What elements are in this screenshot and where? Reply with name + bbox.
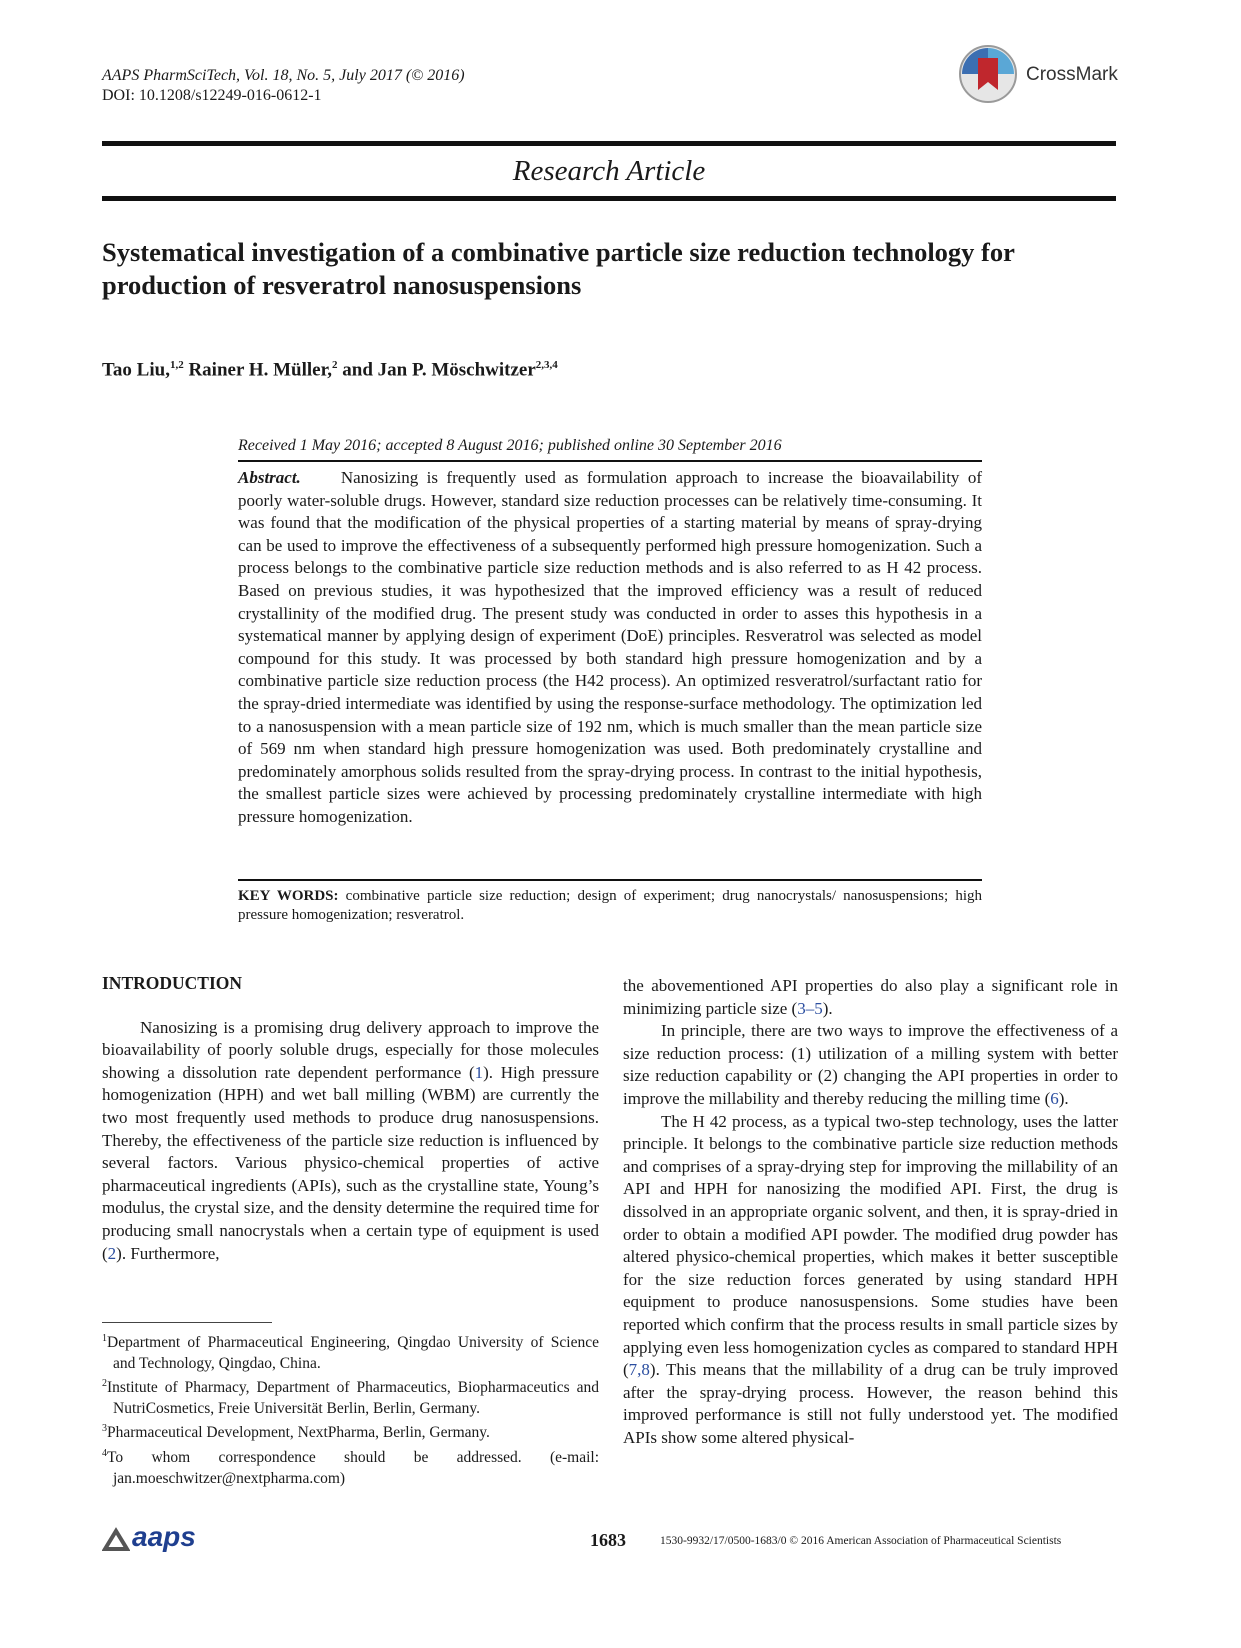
author-affiliation: 2	[332, 359, 338, 371]
footnote	[102, 1374, 599, 1419]
paragraph-text: ).	[1058, 1088, 1069, 1108]
journal-header	[102, 66, 465, 106]
paragraph-text: ). This means that the millability of a drug can be truly improved after the spray-drying process. However, the reason behind this improved performance is still not fully understood yet. The modified APIs show some altered physical-	[623, 1360, 1118, 1447]
paragraph-text: ). High pressure homogenization (HPH) and wet ball milling (WBM) are currently the two most frequently used methods to produce drug nanosuspensions. Thereby, the effectiveness of the particle size reduction is influenced by several factors. Various physico-chemical properties of active pharmaceutical ingredients (APIs), such as the crystalline state, Young’s modulus, the crystal size, and the density determine the required time for producing small nanocrystals when a certain type of equipment is used (	[102, 1062, 599, 1263]
abstract-top-rule	[238, 460, 982, 462]
crossmark-label: CrossMark	[1026, 64, 1118, 85]
citation-link[interactable]: 2	[107, 1243, 117, 1263]
paragraph-text: ).	[822, 998, 833, 1018]
intro-paragraph-2	[623, 1020, 1118, 1110]
intro-paragraph-3	[623, 1111, 1118, 1450]
footnote-text: Institute of Pharmacy, Department of Pharmaceutics, Biopharmaceutics and NutriCosmetics, Freie Universität Berlin, Berlin, Germany.	[107, 1379, 599, 1417]
footnote-text: Pharmaceutical Development, NextPharma, Berlin, Germany.	[107, 1424, 490, 1442]
right-column	[623, 975, 1118, 1449]
section-rule	[102, 196, 1116, 201]
keywords-text: combinative particle size reduction; design of experiment; drug nanocrystals/ nanosuspensions; high pressure homogenization; resveratrol.	[238, 888, 982, 923]
copyright-line: 1530-9932/17/0500-1683/0 © 2016 American Association of Pharmaceutical Scientists	[660, 1535, 1062, 1547]
section-heading: INTRODUCTION	[102, 973, 243, 993]
paragraph-text: The H 42 process, as a typical two-step technology, uses the latter principle. It belongs to the combinative particle size reduction methods and comprises of a spray-drying step for improving the millability of an API and HPH for nanosizing the modified API. First, the drug is dissolved in an appropriate organic solvent, and then, it is spray-dried in order to obtain a modified API powder. The modified drug powder has altered physico-chemical properties, which makes it better susceptible for the size reduction forces generated by using standard HPH equipment to produce nanosuspensions. Some studies have been reported which confirm that the process results in small particle sizes by applying even less homogenization cycles as compared to standard HPH (	[623, 1111, 1118, 1380]
footnotes	[102, 1329, 599, 1489]
keywords	[238, 887, 982, 925]
paragraph-text: Nanosizing is a promising drug delivery approach to improve the bioavailability of poorly soluble drugs, especially for those molecules showing a dissolution rate dependent performance (	[102, 1017, 599, 1082]
aaps-logo	[102, 1521, 212, 1557]
author-affiliation: 1,2	[169, 359, 184, 371]
intro-paragraph-1	[102, 1017, 599, 1266]
footnote-number: 3	[102, 1423, 107, 1435]
abstract-text: Nanosizing is frequently used as formulation approach to increase the bioavailability of poorly water-soluble drugs. However, standard size reduction processes can be relatively time-consuming. It was found that the modification of the physical properties of a starting material by means of spray-drying can be used to improve the effectiveness of a subsequently performed high pressure homogenization. Such a process belongs to the combinative particle size reduction methods and is also referred to as H 42 process. Based on previous studies, it was hypothesized that the improved efficiency was a result of reduced crystallinity of the modified drug. The present study was conducted in order to asses this hypothesis in a systematical manner by applying design of experiment (DoE) principles. Resveratrol was selected as model compound for this study. It was processed by both standard high pressure homogenization and by a combinative particle size reduction process (the H42 process). An optimized resveratrol/surfactant ratio for the spray-dried intermediate was identified by using the response-surface methodology. The optimization led to a nanosuspension with a mean particle size of 192 nm, which is much smaller than the mean particle size of 569 nm when standard high pressure homogenization was used. Both predominately crystalline and predominately amorphous solids resulted from the spray-drying process. In contrast to the initial hypothesis, the smallest particle sizes were achieved by processing predominately crystalline intermediate with high pressure homogenization.	[238, 468, 982, 826]
abstract-label: Abstract.	[238, 468, 301, 487]
footnote	[102, 1329, 599, 1374]
aaps-logo-text: aaps	[132, 1521, 196, 1552]
doi-text: DOI: 10.1208/s12249-016-0612-1	[102, 87, 322, 104]
citation-link[interactable]: 3–5	[797, 998, 823, 1018]
author-name: Tao Liu,	[102, 359, 170, 381]
abstract	[238, 467, 982, 829]
citation-link[interactable]: 7,8	[628, 1360, 650, 1380]
crossmark-icon	[958, 44, 1018, 104]
author-affiliation: 2,3,4	[535, 359, 558, 371]
footnote-number: 1	[102, 1333, 107, 1344]
keywords-label: KEY WORDS:	[238, 888, 339, 904]
footnote-number: 4	[102, 1447, 107, 1459]
left-column	[102, 972, 599, 1265]
footnote	[102, 1419, 599, 1444]
received-dates: Received 1 May 2016; accepted 8 August 2016; published online 30 September 2016	[238, 437, 782, 454]
journal-citation: AAPS PharmSciTech, Vol. 18, No. 5, July 2017 (© 2016)	[102, 67, 465, 84]
section-type: Research Article	[512, 155, 706, 187]
author-list	[102, 359, 558, 381]
intro-paragraph-continued	[623, 975, 1118, 1020]
author-name: Rainer H. Müller,	[183, 359, 333, 381]
footnote-text: Department of Pharmaceutical Engineering, Qingdao University of Science and Technology, Qingdao, China.	[107, 1334, 599, 1372]
page-number: 1683	[590, 1530, 626, 1550]
footnote-number: 2	[102, 1378, 107, 1390]
crossmark-badge[interactable]	[958, 44, 1118, 108]
aaps-logo-icon	[102, 1527, 130, 1555]
abstract-bottom-rule	[238, 879, 982, 881]
paragraph-text: In principle, there are two ways to improve the effectiveness of a size reduction process: (1) utilization of a milling system with better size reduction capability or (2) changing the API properties in order to improve the millability and thereby reducing the milling time (	[623, 1021, 1118, 1108]
footnote	[102, 1444, 599, 1489]
paragraph-text: ). Furthermore,	[116, 1243, 220, 1263]
author-name: and Jan P. Möschwitzer	[337, 359, 536, 381]
top-rule	[102, 141, 1116, 146]
footnote-rule	[102, 1322, 272, 1323]
footnote-text: To whom correspondence should be addressed. (e-mail: jan.moeschwitzer@nextpharma.com)	[107, 1449, 599, 1487]
article-title: Systematical investigation of a combinative particle size reduction technology for production of resveratrol nanosuspensions	[102, 237, 1015, 300]
citation-link[interactable]: 6	[1050, 1088, 1059, 1108]
paragraph-text: the abovementioned API properties do also play a significant role in minimizing particle size (	[623, 976, 1118, 1018]
citation-link[interactable]: 1	[474, 1062, 484, 1082]
